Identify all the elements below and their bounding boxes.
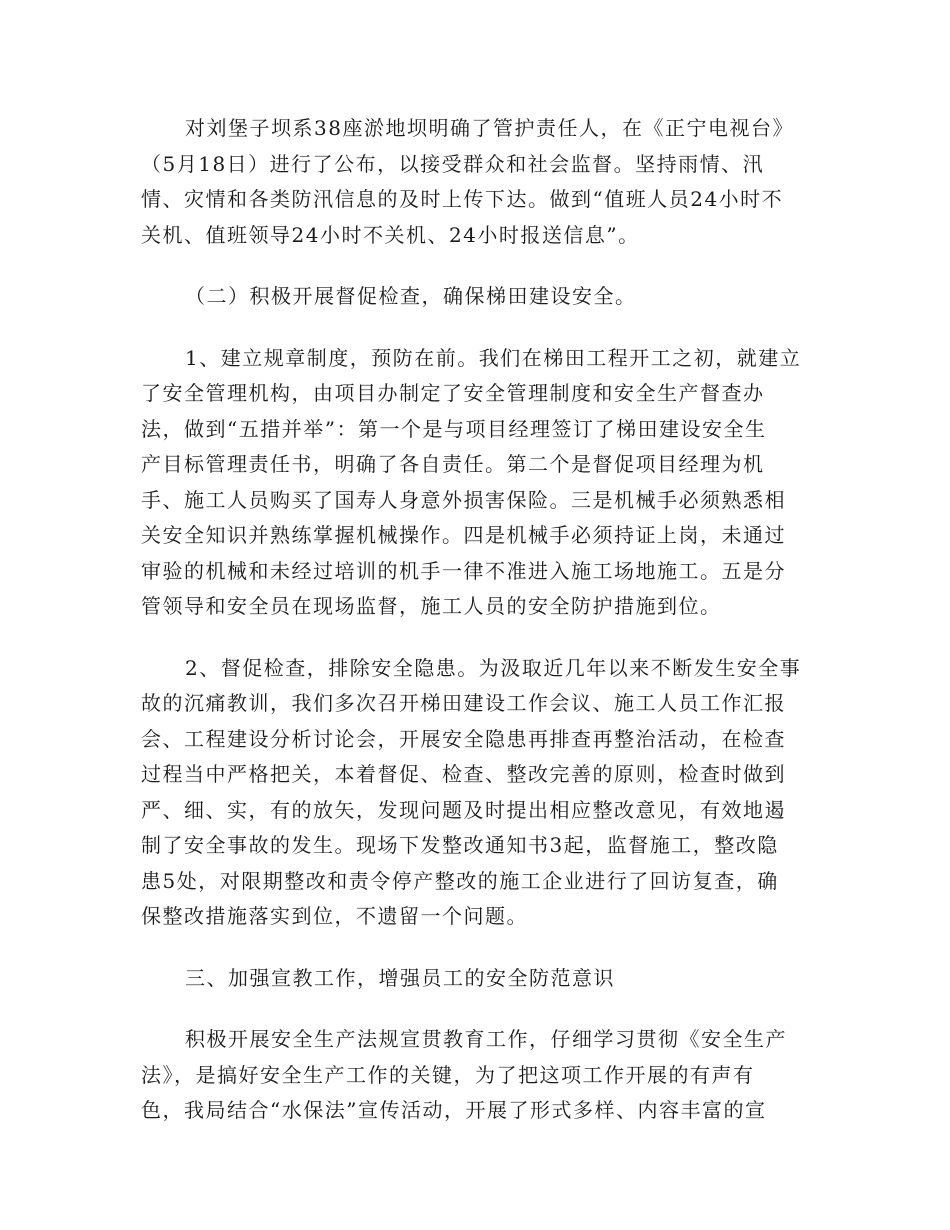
text-line: 2、督促检查，排除安全隐患。为汲取近几年以来不断发生安全事 [185,655,802,680]
text-line: 会、工程建设分析讨论会，开展安全隐患再排查再整治活动，在检查 [141,726,786,751]
paragraph-3 [141,341,809,625]
text-line: 患5处，对限期整改和责令停产整改的施工企业进行了回访复查，确 [141,868,779,893]
text-line: 法》，是搞好安全生产工作的关键，为了把这项工作开展的有声有 [141,1062,755,1087]
paragraph-1 [141,111,809,253]
text-line: 1、建立规章制度，预防在前。我们在梯田工程开工之初，就建立 [185,345,802,370]
paragraph-6 [141,1022,809,1129]
text-line: 保整改措施落实到位，不遗留一个问题。 [141,904,528,928]
text-line: 法，做到“五措并举”：第一个是与项目经理签订了梯田建设安全生 [141,416,767,441]
text-line: 管领导和安全员在现场监督，施工人员的安全防护措施到位。 [141,594,722,618]
text-line: 情、灾情和各类防汛信息的及时上传下达。做到“值班人员24小时不 [141,187,784,211]
text-line: （二）积极开展督促检查，确保梯田建设安全。 [185,284,637,308]
text-line: 关安全知识并熟练掌握机械操作。四是机械手必须持证上岗，未通过 [141,523,786,547]
text-line: 过程当中严格把关，本着督促、检查、整改完善的原则，检查时做到 [141,762,786,786]
paragraph-4 [141,651,809,935]
text-line: 严、细、实，有的放矢，发现问题及时提出相应整改意见，有效地遏 [141,797,786,822]
text-line: 手、施工人员购买了国寿人身意外损害保险。三是机械手必须熟悉相 [141,487,786,512]
text-line: （5月18日）进行了公布，以接受群众和社会监督。坚持雨情、汛 [141,151,765,176]
document-page [141,111,809,1155]
text-line: 审验的机械和未经过培训的机手一律不准进入施工场地施工。五是分 [141,558,786,583]
text-line: 产目标管理责任书，明确了各自责任。第二个是督促项目经理为机 [141,452,765,476]
text-line: 了安全管理机构，由项目办制定了安全管理制度和安全生产督查办 [141,381,765,405]
text-line: 对刘堡子坝系38座淤地坝明确了管护责任人，在《正宁电视台》 [185,116,794,140]
section-heading-3 [141,961,809,997]
text-line: 积极开展安全生产法规宣贯教育工作，仔细学习贯彻《安全生产 [185,1027,787,1051]
text-line: 关机、值班领导24小时不关机、24小时报送信息”。 [141,222,640,247]
section-heading-2 [141,279,809,315]
text-line: 色，我局结合“水保法”宣传活动，开展了形式多样、内容丰富的宣 [141,1098,767,1122]
text-line: 制了安全事故的发生。现场下发整改通知书3起，监督施工，整改隐 [141,833,779,857]
text-line: 三、加强宣教工作，增强员工的安全防范意识 [185,965,615,990]
text-line: 故的沉痛教训，我们多次召开梯田建设工作会议、施工人员工作汇报 [141,691,786,715]
